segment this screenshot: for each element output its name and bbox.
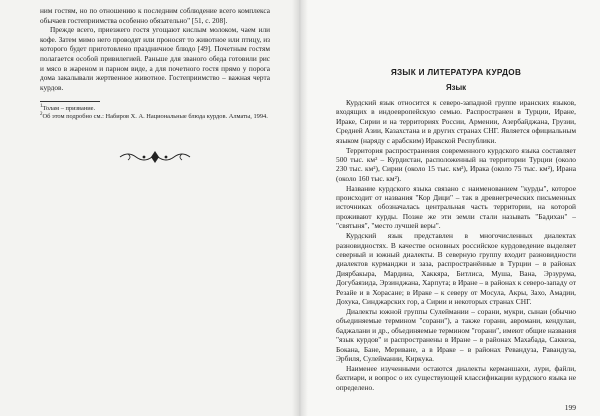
footnote-2-text: Об этом подробно см.: Набиров Х. А. Национальные блюда курдов. Алматы, 1994. (42, 113, 268, 121)
right-paragraph-1: Курдский язык относится к северо-западной группе иранских языков, входящих в индоевропейскую семью. Распространен в Турции, Иране, Ираке, Сирии и на территориях России, Армении, Азербайджана, Грузии, Средней Азии, Казахстана и в других странах СНГ. Является официальным языком (наряду с арабским) Иракской Республики. (336, 98, 576, 145)
right-paragraph-3: Название курдского языка связано с наименованием "курды", которое происходит от названия "Кор Дици" – так в древнегреческих письменных источниках обозначалась центральная часть территории, на которой проживают курды. Позже же эти земли стали называть "Бадихан" – "святыня", "место лучшей веры". (336, 183, 576, 231)
right-paragraph-6: Наименее изученными остаются диалекты керманшахи, лури, файли, бахтиари, и вопрос о их существующей классификации курдского языка не определено. (336, 363, 576, 392)
footnote-2 (40, 113, 270, 121)
right-paragraph-5: Диалекты южной группы Сулеймании – сорани, мукри, сынаи (обычно объединяемые термином "сорани"), а также горани, авромани, кендулаи, баджалани и др., объединяемые термином "горани", имеют общие названия "язык курдов" и распространены в Иране – в районах Махабада, Саккеза, Бокана, Бане, Мериване, а в Ираке – в районах Ревандуза, Равандуза, Эрбиля, Сулеймании, Киркука. (336, 306, 576, 363)
page-number: 199 (564, 403, 576, 412)
chapter-title: ЯЗЫК И ЛИТЕРАТУРА КУРДОВ (390, 68, 522, 77)
right-paragraph-4: Курдский язык представлен в многочисленных диалектах разновидностях. В качестве основных российское курдоведение выделяет северный и южный диалекты. В северную группу входит разновидности диалектов курманджи и заза, распространённые в Турции – в районах Диярбакыра, Мардина, Хаккяра, Битлиса, Муша, Вана, Эрзурума, Догубаязида, Эрзинджана, Харпута; в Иране – в районах к северо-западу от Резайе и в Хорасане; в Ираке – к северу от Мосула, Акры, Захо, Амадии, Дохука, Синджарских гор, а Сирии и некоторых странах СНГ. (336, 231, 576, 307)
left-paragraph-2: Прежде всего, приезжего гостя угощают кислым молоком, чаем или кофе. Затем мимо него проводят или проносят то животное или птицу, из которого будет приготовлено праздничное блюдо [49]. Почетным гостям полагается особой привилегией. Раньше для званого обеда готовили рис и мясо в жареном и парном виде, а для почетного гостя прямо у порога дома закалывали жертвенное животное. Гостеприимство – важная черта курдов. (40, 25, 270, 92)
footnote-1-text: Толам – призвание. (42, 105, 96, 113)
right-paragraph-2: Территория распространения современного курдского языка составляет 500 тыс. км² – Курдистан, расположенный на территории Турции (около 230 тыс. км²), Сирии (около 15 тыс. км²), Ирака (около 75 тыс. км²), Ирана (около 160 тыс. км²). (336, 145, 576, 183)
footnote-divider (40, 101, 100, 102)
footnote-1-mark: 1 (40, 104, 43, 110)
left-paragraph-1: ним гостям, но по отношению к последним соблюдение всего комплекса обычаев гостеприимства особенно обязательно" [51, с. 208]. (40, 6, 270, 25)
section-title: Язык (445, 83, 467, 92)
right-page (300, 0, 600, 416)
footnote-2-mark: 2 (40, 112, 43, 118)
ornament-divider-icon (118, 149, 192, 165)
